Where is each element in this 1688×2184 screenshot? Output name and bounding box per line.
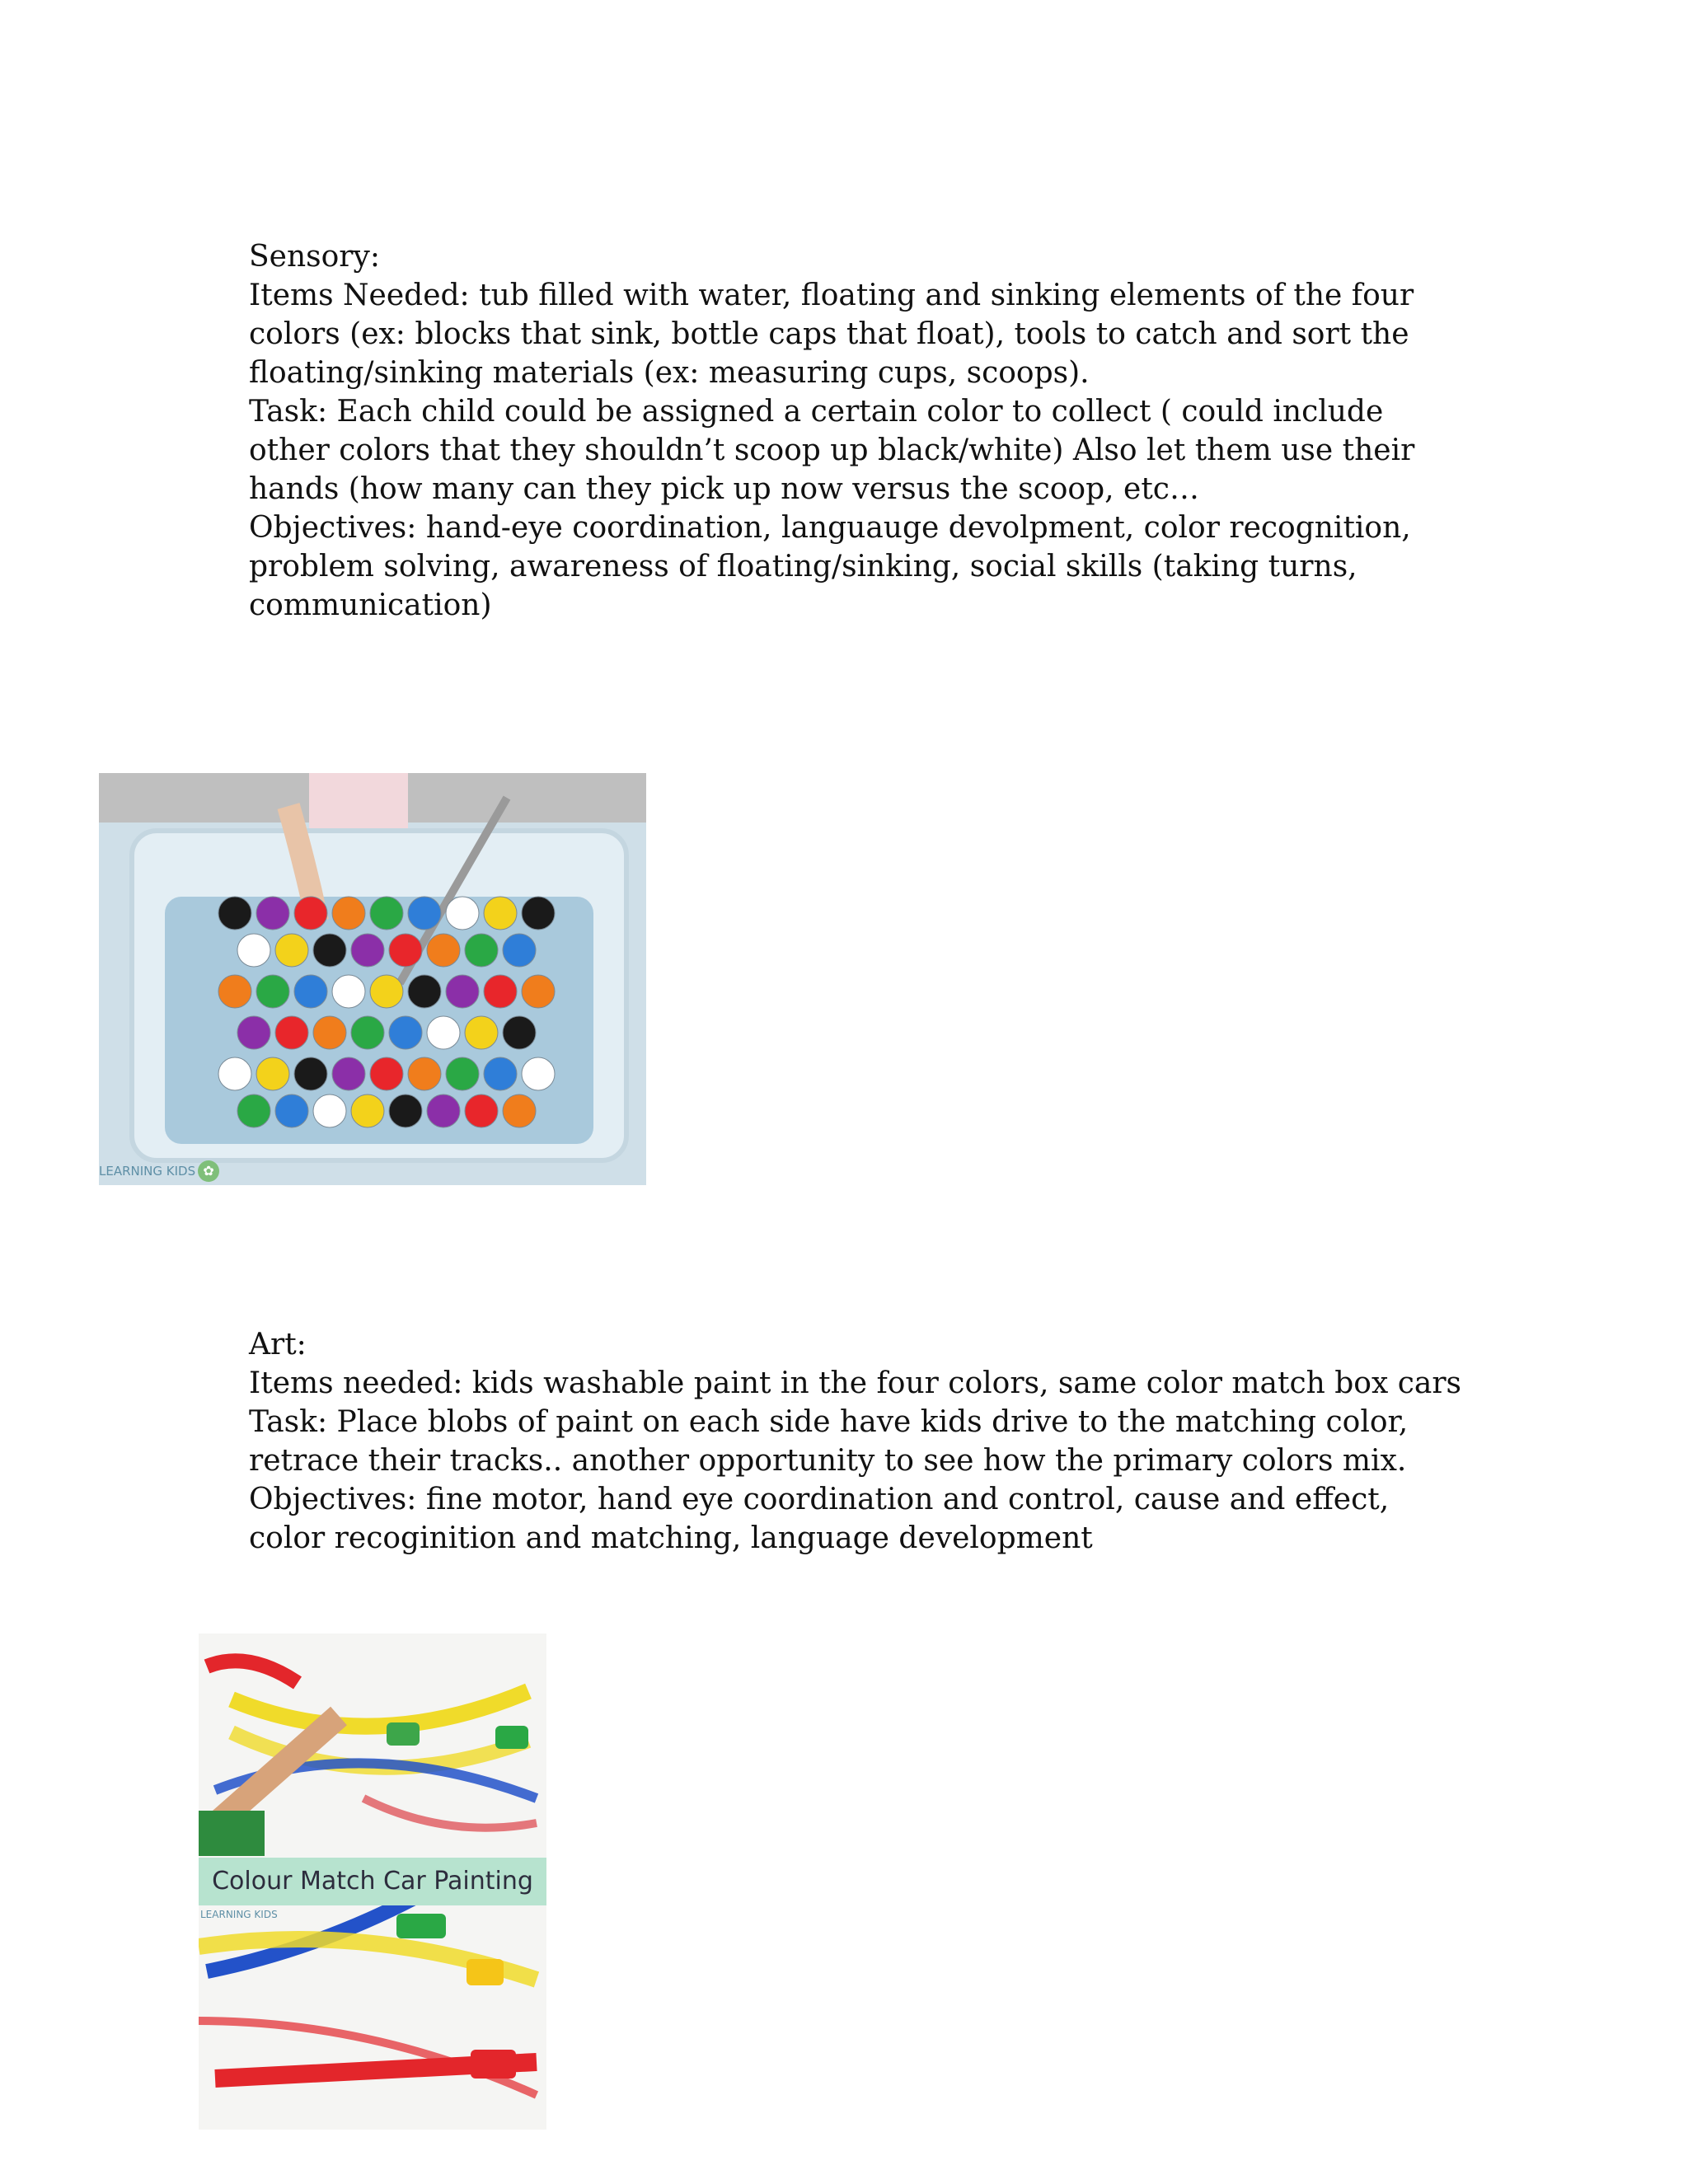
bottle-cap	[503, 1016, 536, 1049]
bottle-cap	[427, 934, 460, 967]
bottle-cap	[522, 1057, 555, 1090]
bottle-cap	[294, 975, 327, 1008]
bottle-cap	[484, 897, 517, 930]
car-painting-photo	[199, 1633, 546, 2130]
bottle-cap	[465, 934, 498, 967]
bottle-cap	[275, 1016, 308, 1049]
bottle-cap	[351, 1094, 384, 1127]
bottle-cap	[237, 934, 270, 967]
bottle-cap	[427, 1094, 460, 1127]
bottle-cap	[332, 1057, 365, 1090]
bottle-cap	[332, 897, 365, 930]
sensory-section	[249, 237, 1469, 625]
bottle-cap	[408, 897, 441, 930]
bottle-cap	[389, 934, 422, 967]
art-section	[249, 1325, 1469, 1558]
art-items-needed: Items needed: kids washable paint in the four colors, same color match box cars	[249, 1366, 1462, 1400]
bottle-cap	[256, 975, 289, 1008]
bottle-cap	[389, 1094, 422, 1127]
bottle-cap	[465, 1094, 498, 1127]
bottle-cap	[313, 1016, 346, 1049]
sensory-task: Task: Each child could be assigned a certain color to collect ( could include other colors that they shouldn’t scoop up black/white) Also let them use their hands (how many can they pick up now versus the scoop, etc…	[249, 395, 1415, 506]
sensory-heading: Sensory:	[249, 240, 380, 274]
bottle-cap	[465, 1016, 498, 1049]
bottle-cap	[503, 934, 536, 967]
tub-illustration	[99, 773, 646, 1185]
bottle-cap	[313, 934, 346, 967]
bottle-cap	[484, 1057, 517, 1090]
bottle-cap	[294, 897, 327, 930]
bottle-cap	[522, 897, 555, 930]
bottle-cap	[275, 1094, 308, 1127]
tub-photo-watermark	[99, 1160, 219, 1182]
bottle-cap	[446, 1057, 479, 1090]
sensory-objectives: Objectives: hand-eye coordination, languauge devolpment, color recognition, problem solving, awareness of floating/sinking, social skills (taking turns, communication)	[249, 511, 1411, 622]
bottle-cap	[313, 1094, 346, 1127]
bottle-cap	[256, 897, 289, 930]
art-heading: Art:	[249, 1328, 307, 1361]
bottle-cap	[256, 1057, 289, 1090]
bottle-cap	[237, 1094, 270, 1127]
bottle-cap	[446, 897, 479, 930]
art-objectives: Objectives: fine motor, hand eye coordination and control, cause and effect, color recoginition and matching, language development	[249, 1483, 1390, 1555]
bottle-cap	[218, 975, 251, 1008]
bottle-cap	[218, 1057, 251, 1090]
art-task: Task: Place blobs of paint on each side have kids drive to the matching color, retrace their tracks.. another opportunity to see how the primary colors mix.	[249, 1405, 1409, 1478]
bottle-cap	[275, 934, 308, 967]
bottle-cap	[237, 1016, 270, 1049]
bottle-cap	[351, 1016, 384, 1049]
bottle-cap	[427, 1016, 460, 1049]
bottle-caps-tub-photo	[99, 773, 646, 1185]
sensory-items-needed: Items Needed: tub filled with water, floating and sinking elements of the four colors (ex: blocks that sink, bottle caps that float), tools to catch and sort the floating/sinking materials (ex: measuring cups, scoops).	[249, 279, 1414, 390]
bottle-cap	[503, 1094, 536, 1127]
bottle-cap	[218, 897, 251, 930]
bottle-cap	[408, 1057, 441, 1090]
bottle-cap	[522, 975, 555, 1008]
bottle-cap	[370, 1057, 403, 1090]
bottle-cap	[408, 975, 441, 1008]
car-photo-watermark: LEARNING KIDS	[200, 1909, 278, 1920]
owl-logo-icon: ✿	[198, 1160, 219, 1182]
colour-match-banner: Colour Match Car Painting	[199, 1858, 546, 1905]
bottle-cap	[351, 934, 384, 967]
bottle-cap	[370, 897, 403, 930]
watermark-text: LEARNING KIDS	[99, 1164, 196, 1179]
bottle-cap	[446, 975, 479, 1008]
bottle-cap	[370, 975, 403, 1008]
bottle-cap	[389, 1016, 422, 1049]
bottle-cap	[484, 975, 517, 1008]
bottle-cap	[294, 1057, 327, 1090]
bottle-cap	[332, 975, 365, 1008]
